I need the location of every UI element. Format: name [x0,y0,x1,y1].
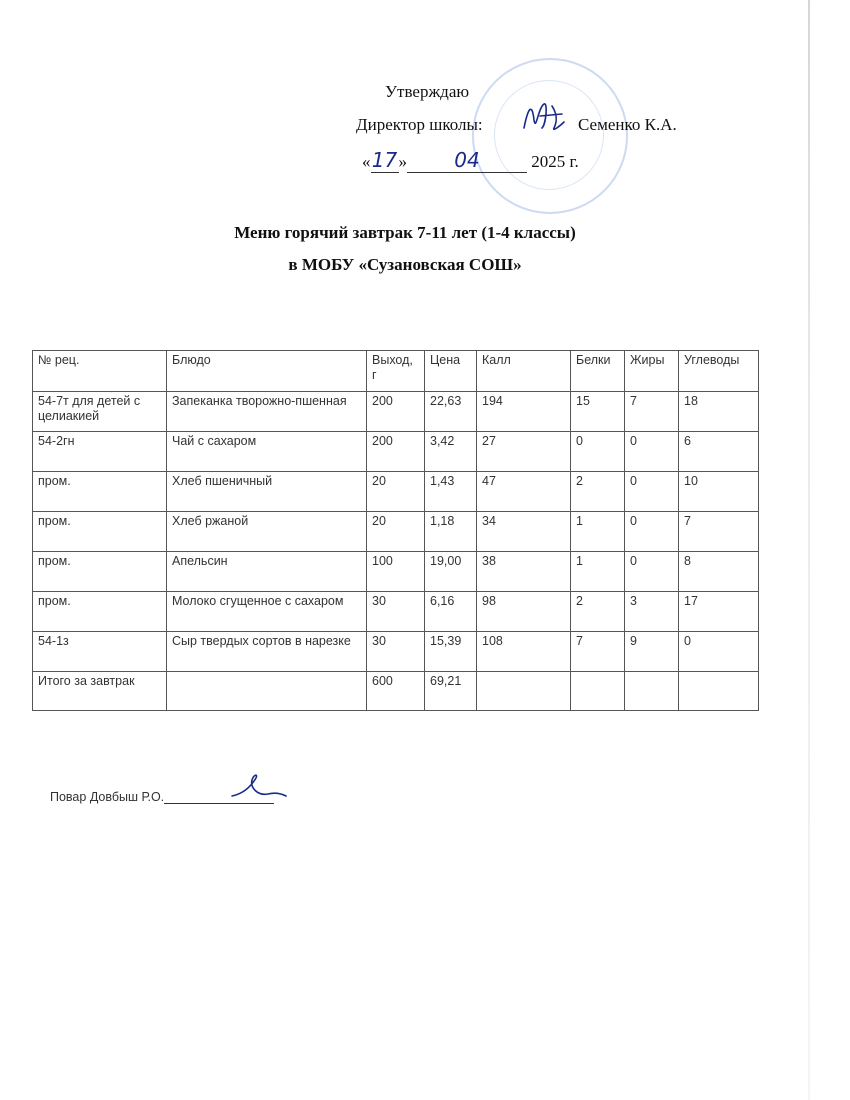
cell-dish: Сыр твердых сортов в нарезке [167,632,367,672]
cell-carbs: 8 [679,552,759,592]
total-empty-cal [477,672,571,711]
cell-protein: 15 [571,392,625,432]
cell-protein: 2 [571,592,625,632]
approval-date [362,148,579,173]
table-row [33,392,759,432]
cell-yield: 100 [367,552,425,592]
header-price: Цена [425,351,477,392]
total-label: Итого за завтрак [33,672,167,711]
cell-rec: пром. [33,472,167,512]
total-empty-fat [625,672,679,711]
cell-fat: 0 [625,432,679,472]
cell-price: 3,42 [425,432,477,472]
cell-price: 1,18 [425,512,477,552]
cell-fat: 7 [625,392,679,432]
cell-yield: 30 [367,592,425,632]
table-row [33,592,759,632]
cell-yield: 20 [367,472,425,512]
cell-yield: 20 [367,512,425,552]
cell-price: 6,16 [425,592,477,632]
director-label: Директор школы: [356,115,483,134]
cell-dish: Апельсин [167,552,367,592]
cell-cal: 34 [477,512,571,552]
cell-cal: 194 [477,392,571,432]
cell-dish: Хлеб ржаной [167,512,367,552]
scan-edge [808,0,810,1100]
header-rec: № рец. [33,351,167,392]
cell-carbs: 7 [679,512,759,552]
header-cal: Калл [477,351,571,392]
header-carbs: Углеводы [679,351,759,392]
cell-cal: 27 [477,432,571,472]
cell-protein: 1 [571,512,625,552]
director-name: Семенко К.А. [578,115,677,134]
cell-rec: 54-1з [33,632,167,672]
cook-signature [228,770,290,804]
cell-rec: 54-2гн [33,432,167,472]
header-dish: Блюдо [167,351,367,392]
cell-rec: 54-7т для детей с целиакией [33,392,167,432]
date-day: 17 [371,148,398,172]
director-signature [518,98,570,140]
cell-yield: 200 [367,432,425,472]
cell-carbs: 17 [679,592,759,632]
header-yield: Выход, г [367,351,425,392]
total-empty-dish [167,672,367,711]
total-empty-protein [571,672,625,711]
cell-yield: 200 [367,392,425,432]
cell-dish: Запеканка творожно-пшенная [167,392,367,432]
total-empty-carbs [679,672,759,711]
table-row [33,432,759,472]
cell-cal: 108 [477,632,571,672]
table-row [33,472,759,512]
cell-cal: 38 [477,552,571,592]
total-row [33,672,759,711]
cell-rec: пром. [33,512,167,552]
cell-carbs: 18 [679,392,759,432]
cell-yield: 30 [367,632,425,672]
cell-price: 1,43 [425,472,477,512]
cell-fat: 0 [625,472,679,512]
cell-dish: Чай с сахаром [167,432,367,472]
cell-carbs: 0 [679,632,759,672]
total-price: 69,21 [425,672,477,711]
cell-price: 22,63 [425,392,477,432]
menu-table [32,350,759,711]
menu-title: Меню горячий завтрак 7-11 лет (1-4 классы) [234,223,576,242]
cell-carbs: 10 [679,472,759,512]
header-fat: Жиры [625,351,679,392]
cell-protein: 1 [571,552,625,592]
cell-rec: пром. [33,592,167,632]
cell-protein: 0 [571,432,625,472]
cell-rec: пром. [33,552,167,592]
date-year: 2025 г. [531,152,579,171]
cell-protein: 7 [571,632,625,672]
date-open-quote: « [362,152,371,171]
table-header-row [33,351,759,392]
table-row [33,512,759,552]
cell-dish: Молоко сгущенное с сахаром [167,592,367,632]
table-row [33,552,759,592]
cell-cal: 47 [477,472,571,512]
cell-carbs: 6 [679,432,759,472]
cell-protein: 2 [571,472,625,512]
date-close-quote: » [398,152,407,171]
cell-fat: 0 [625,512,679,552]
cook-label: Повар Довбыш Р.О. [50,790,165,804]
approve-heading: Утверждаю [385,82,470,101]
cell-price: 15,39 [425,632,477,672]
table-row [33,632,759,672]
cell-dish: Хлеб пшеничный [167,472,367,512]
cell-fat: 0 [625,552,679,592]
cell-price: 19,00 [425,552,477,592]
cell-cal: 98 [477,592,571,632]
date-month: 04 [407,148,527,173]
cell-fat: 3 [625,592,679,632]
school-title: в МОБУ «Сузановская СОШ» [288,255,522,274]
cell-fat: 9 [625,632,679,672]
header-protein: Белки [571,351,625,392]
total-yield: 600 [367,672,425,711]
